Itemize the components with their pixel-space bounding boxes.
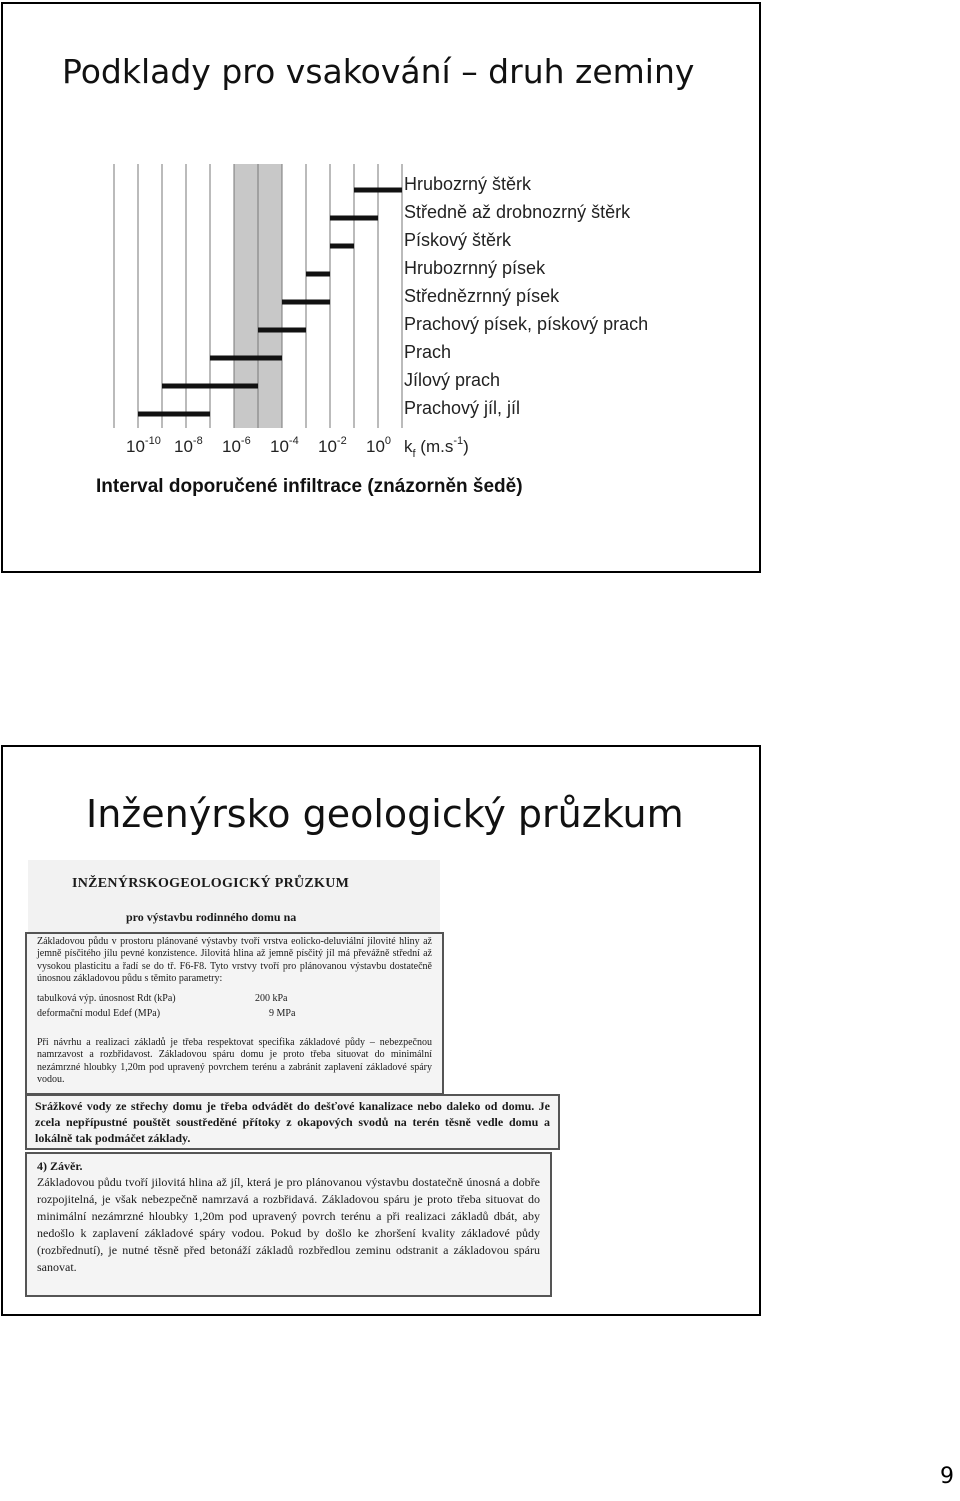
param-bearing-value: 200 kPa [255, 993, 288, 1005]
slide-title-soil: Podklady pro vsakování – druh zeminy [62, 52, 695, 91]
x-tick-label: $10^{-4}$ [270, 435, 299, 456]
param-modulus-value: 9 MPa [269, 1008, 296, 1020]
soil-label: Prachový písek, pískový prach [404, 314, 649, 334]
chart-caption: Interval doporučené infiltrace (znázorněn šedě) [96, 476, 523, 497]
chart-x-ticks [126, 435, 391, 456]
param-bearing-label: tabulková výp. únosnost Rdt (kPa) [37, 993, 176, 1005]
soil-label: Prachový jíl, jíl [404, 398, 521, 418]
soil-label: Jílový prach [404, 370, 501, 390]
slide-title-survey: Inženýrsko geologický průzkum [86, 792, 684, 836]
range-bar [162, 384, 258, 389]
param-modulus-label: deformační modul Edef (MPa) [37, 1008, 161, 1020]
soil-label: Hrubozrnný písek [404, 258, 546, 278]
range-bar [306, 272, 330, 277]
range-bar [138, 412, 210, 417]
scan-parameters [37, 993, 432, 1027]
range-bar [210, 356, 282, 361]
x-axis-label: $k_f$ $(m.s^{-1})$ [404, 435, 469, 460]
soil-label: Pískový štěrk [404, 230, 512, 250]
x-tick-label: $10^0$ [366, 435, 392, 456]
range-bar [258, 328, 306, 333]
scan-header [28, 860, 440, 932]
x-tick-label: $10^{-8}$ [174, 435, 203, 456]
range-bar [330, 216, 378, 221]
x-tick-label: $10^{-2}$ [318, 435, 347, 456]
page-number: 9 [940, 1464, 954, 1489]
scan-box-soil-parameters [25, 932, 444, 1095]
soil-label: Středně až drobnozrný štěrk [404, 202, 631, 222]
scan-paragraph-soil: Základovou půdu v prostoru plánované výstavby tvoří vrstva eolicko-deluviální jilovité hliny až jemně písčitého jílu pevné konzistence. Jilovitá hlina až jemně písčitý jíl má převážně střední až vysokou plasticitu a řadí se do tř. F6-F8. Tyto vrstvy tvoří pro plánovanou výstavbu dostatečně únosnou základovou půdu s těmito parametry: [37, 936, 432, 984]
scan-conclusion-heading: 4) Závěr. [37, 1159, 83, 1173]
range-bar [330, 244, 354, 249]
x-tick-label: $10^{-6}$ [222, 435, 251, 456]
scan-paragraph-rainwater: Srážkové vody ze střechy domu je třeba odvádět do dešťové kanalizace nebo daleko od domu. Je zcela nepřípustné pouštět soustředěné přítoky z okapových svodů na terén těsně vedle domu a lokálně tak podmáčet základy. [35, 1099, 550, 1145]
permeability-chart [86, 160, 686, 505]
scan-paragraph-foundation: Při návrhu a realizaci základů je třeba respektovat specifika základové půdy – nebezpečnou namrzavost a rozbřidavost. Základovou spáru domu je proto třeba situovat do minimální nezámrzné hloubky 1,20m pod upravený povrchem terénu a zabránit zaplavení základové spáry vodou. [37, 1037, 432, 1086]
soil-label: Střednězrnný písek [404, 286, 560, 306]
chart-soil-labels [404, 174, 648, 418]
soil-label: Prach [404, 342, 452, 362]
scan-box-rainwater [25, 1094, 560, 1150]
scan-box-conclusion [25, 1152, 552, 1297]
soil-label: Hrubozrný štěrk [404, 174, 532, 194]
x-tick-label: $10^{-10}$ [126, 435, 161, 456]
scan-conclusion-text: Základovou půdu tvoří jilovitá hlina až jíl, která je pro plánovanou výstavbu dostatečně únosná a dobře rozpojitelná, je však nebezpečně namrzavá a rozbřidavá. Základovou spáru je proto třeba situovat do minimální nezámrzné hloubky 1,20m pod upravený povrch terénu a při realizaci základů dbát, aby nedošlo k zaplavení základové spáry vodou. Pokud by došlo ke zhoršení kvality základové půdy (rozbřednutí), je nutné těsně před betonáží základů rozbředlou zeminu odstranit a základovou spáru sanovat. [37, 1175, 540, 1274]
range-bar [282, 300, 330, 305]
range-bar [354, 188, 402, 193]
scan-subheading: pro výstavbu rodinného domu na [126, 910, 297, 924]
scan-heading: INŽENÝRSKOGEOLOGICKÝ PRŮZKUM [72, 876, 350, 891]
